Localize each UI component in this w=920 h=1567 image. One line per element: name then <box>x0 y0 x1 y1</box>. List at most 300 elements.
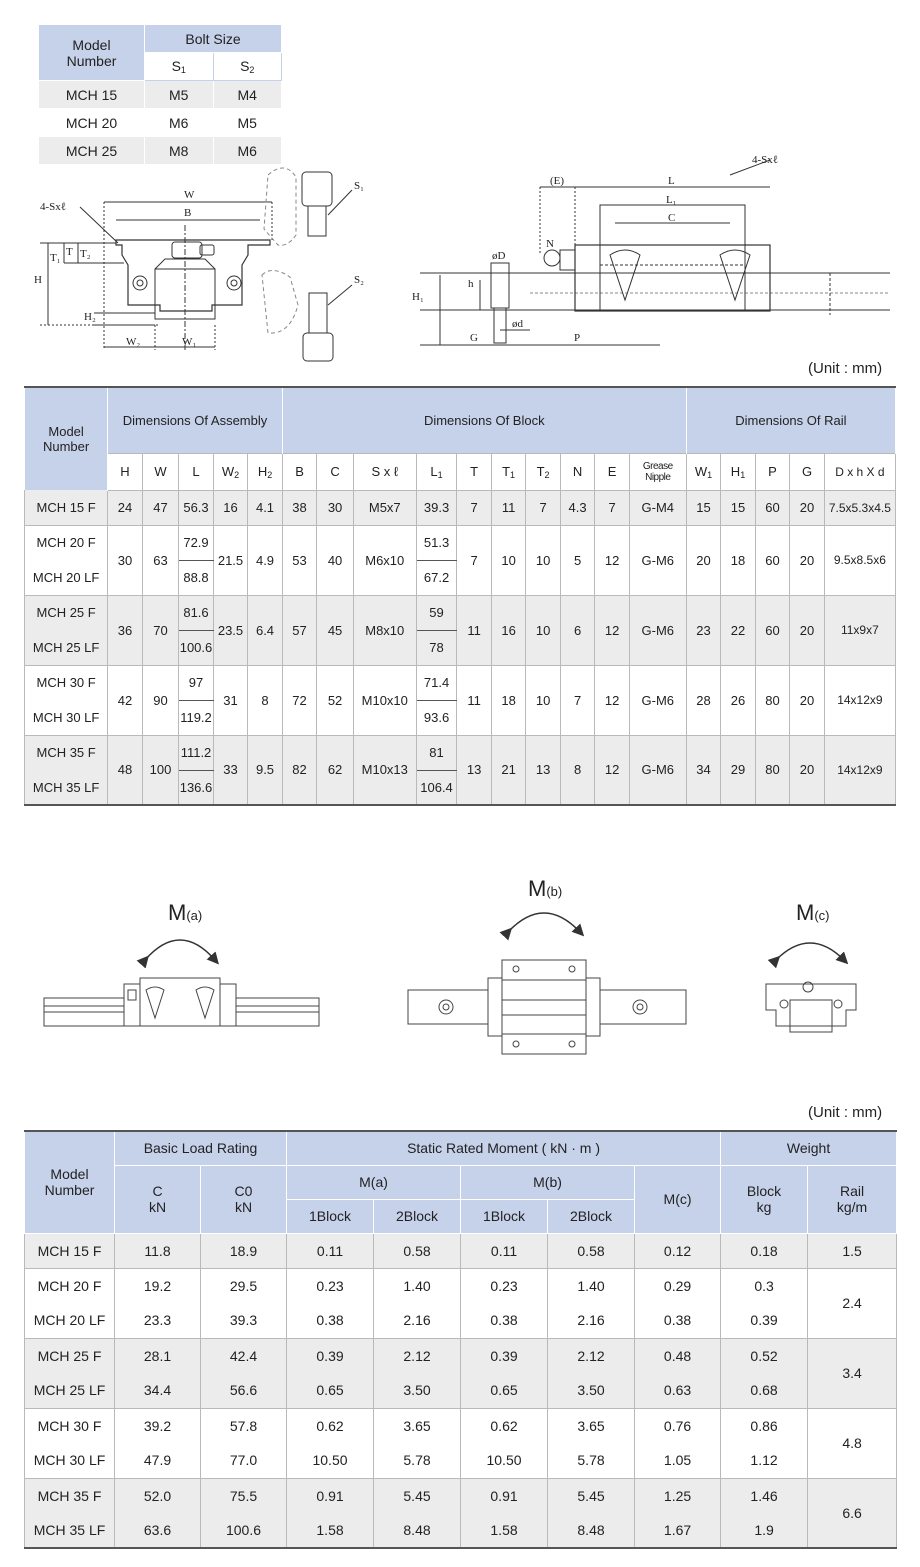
model: MCH 15 F <box>25 1233 115 1268</box>
cell: 9.5x8.5x6 <box>824 525 895 595</box>
cell: 3.50 <box>374 1373 461 1408</box>
dimensions-table <box>24 386 896 806</box>
label-B: B <box>184 207 192 219</box>
cell: 20 <box>686 525 721 595</box>
cell: 7 <box>457 525 492 595</box>
cell: 48 <box>108 735 143 805</box>
weight-header: Weight <box>721 1131 897 1165</box>
cell: 82 <box>282 735 317 805</box>
cell: 57 <box>282 595 317 665</box>
cell: 5.45 <box>548 1478 635 1513</box>
table-row <box>39 109 282 137</box>
cell: 30 <box>108 525 143 595</box>
load-model-header: Model Number <box>25 1131 115 1233</box>
cell: 40 <box>317 525 354 595</box>
cell: 60 <box>755 595 790 665</box>
table-row <box>25 490 896 525</box>
cell: G-M6 <box>629 595 686 665</box>
table-row <box>25 1408 897 1443</box>
cell: 106.4 <box>416 770 457 805</box>
col-H1: $H_1$ <box>721 453 756 490</box>
col-H2: $H_2$ <box>248 453 283 490</box>
model: MCH 20 LF <box>25 560 108 595</box>
cell: 1.40 <box>374 1268 461 1303</box>
cell: 0.48 <box>635 1338 721 1373</box>
load-rating-table <box>24 1130 897 1549</box>
cell: 56.6 <box>201 1373 287 1408</box>
model: MCH 25 LF <box>25 1373 115 1408</box>
cell: 56.3 <box>179 490 214 525</box>
bolt-s1: M6 <box>145 109 214 137</box>
cell: 52 <box>317 665 354 735</box>
cell: 20 <box>790 735 825 805</box>
unit-label: (Unit : mm) <box>808 360 883 377</box>
cell: 52.0 <box>115 1478 201 1513</box>
col-mb-2block: 2Block <box>548 1199 635 1233</box>
cell: 93.6 <box>416 700 457 735</box>
basic-load-header: Basic Load Rating <box>115 1131 287 1165</box>
label-E: (E) <box>550 175 565 187</box>
cell: 14x12x9 <box>824 665 895 735</box>
cell: 119.2 <box>179 700 214 735</box>
col-L: L <box>179 453 214 490</box>
cell: 8 <box>560 735 595 805</box>
model: MCH 35 F <box>25 735 108 770</box>
cell: 1.67 <box>635 1513 721 1548</box>
col-B: B <box>282 453 317 490</box>
model: MCH 20 LF <box>25 1303 115 1338</box>
col-SxL: S x ℓ <box>353 453 416 490</box>
cell: 60 <box>755 525 790 595</box>
cell: 0.58 <box>548 1233 635 1268</box>
col-c0: C0 kN <box>201 1165 287 1233</box>
col-C: C <box>317 453 354 490</box>
cell: 42.4 <box>201 1338 287 1373</box>
cell: 9.5 <box>248 735 283 805</box>
cell: 0.29 <box>635 1268 721 1303</box>
cell: 75.5 <box>201 1478 287 1513</box>
cell: 0.68 <box>721 1373 808 1408</box>
cell: 8 <box>248 665 283 735</box>
block-header: Dimensions Of Block <box>282 387 686 453</box>
cell: 10 <box>526 595 561 665</box>
cell: 1.5 <box>808 1233 897 1268</box>
table-row <box>25 1268 897 1303</box>
cell: 29.5 <box>201 1268 287 1303</box>
ma-arrow <box>145 940 215 960</box>
cell: 34.4 <box>115 1373 201 1408</box>
cell: 5 <box>560 525 595 595</box>
table-row <box>25 1233 897 1268</box>
cell: 0.91 <box>287 1478 374 1513</box>
cell: 22 <box>721 595 756 665</box>
technical-drawings <box>0 154 920 365</box>
table-row <box>39 81 282 109</box>
label-D: øD <box>492 250 506 262</box>
cell: 26 <box>721 665 756 735</box>
table-row <box>25 665 896 700</box>
cell: 70 <box>142 595 179 665</box>
cell: 29 <box>721 735 756 805</box>
cell: 11 <box>491 490 526 525</box>
cell: 90 <box>142 665 179 735</box>
col-block: Block kg <box>721 1165 808 1233</box>
cell: 21 <box>491 735 526 805</box>
cell: 10 <box>491 525 526 595</box>
col-G: G <box>790 453 825 490</box>
cell: 8.48 <box>374 1513 461 1548</box>
col-T: T <box>457 453 492 490</box>
model: MCH 25 F <box>25 1338 115 1373</box>
cell: 4.3 <box>560 490 595 525</box>
cell: 100.6 <box>201 1513 287 1548</box>
bolt-size-header: Bolt Size <box>145 25 282 53</box>
label-h: h <box>468 278 474 290</box>
cell: 7.5x5.3x4.5 <box>824 490 895 525</box>
cell: 4.8 <box>808 1408 897 1478</box>
cell: 2.12 <box>374 1338 461 1373</box>
cell: 0.18 <box>721 1233 808 1268</box>
cell: M10x10 <box>353 665 416 735</box>
model: MCH 25 F <box>25 595 108 630</box>
cell: 42 <box>108 665 143 735</box>
table-row <box>39 137 282 165</box>
cell: 0.38 <box>461 1303 548 1338</box>
cell: 72.9 <box>179 525 214 560</box>
bolt-s2: M5 <box>213 109 282 137</box>
cell: 51.3 <box>416 525 457 560</box>
label-H: H <box>34 274 42 286</box>
cell: 88.8 <box>179 560 214 595</box>
moment-diagrams <box>0 860 920 1070</box>
cell: 20 <box>790 525 825 595</box>
col-ma-1block: 1Block <box>287 1199 374 1233</box>
cell: 81.6 <box>179 595 214 630</box>
cell: G-M6 <box>629 735 686 805</box>
cell: 11x9x7 <box>824 595 895 665</box>
mc-label: M(c) <box>796 900 830 925</box>
cell: 11 <box>457 665 492 735</box>
label-L1: L₁ <box>666 194 677 206</box>
cell: 23.3 <box>115 1303 201 1338</box>
cell: 18 <box>721 525 756 595</box>
col-mb-1block: 1Block <box>461 1199 548 1233</box>
cell: 0.76 <box>635 1408 721 1443</box>
table-row <box>25 1513 897 1548</box>
assembly-header: Dimensions Of Assembly <box>108 387 283 453</box>
cell: 24 <box>108 490 143 525</box>
label-T: T <box>66 246 73 258</box>
unit-label-2: (Unit : mm) <box>808 1104 883 1121</box>
bolt-model: MCH 20 <box>39 109 145 137</box>
cell: 100 <box>142 735 179 805</box>
cell: 7 <box>595 490 630 525</box>
bolt-s1-header: $S_1$ <box>145 53 214 81</box>
dim-model-header: Model Number <box>25 387 108 490</box>
cell: 33 <box>213 735 248 805</box>
label-H2: H₂ <box>84 311 96 323</box>
cell: 71.4 <box>416 665 457 700</box>
cell: 136.6 <box>179 770 214 805</box>
model: MCH 15 F <box>25 490 108 525</box>
cell: 111.2 <box>179 735 214 770</box>
model: MCH 30 LF <box>25 700 108 735</box>
cell: 12 <box>595 735 630 805</box>
cell: 3.65 <box>548 1408 635 1443</box>
cell: 13 <box>457 735 492 805</box>
cell: 0.23 <box>461 1268 548 1303</box>
cell: 0.39 <box>287 1338 374 1373</box>
mc-arrow <box>776 943 844 960</box>
cell: 80 <box>755 735 790 805</box>
cell: M8x10 <box>353 595 416 665</box>
model: MCH 25 LF <box>25 630 108 665</box>
cell: 0.38 <box>287 1303 374 1338</box>
col-W1: $W_1$ <box>686 453 721 490</box>
label-W: W <box>184 189 195 201</box>
table-row <box>25 1303 897 1338</box>
cell: 18.9 <box>201 1233 287 1268</box>
cell: 12 <box>595 595 630 665</box>
cell: 39.2 <box>115 1408 201 1443</box>
cell: 4.1 <box>248 490 283 525</box>
cell: 5.45 <box>374 1478 461 1513</box>
model: MCH 30 F <box>25 1408 115 1443</box>
label-C: C <box>668 212 676 224</box>
cell: 67.2 <box>416 560 457 595</box>
col-rail: Rail kg/m <box>808 1165 897 1233</box>
bolt-s2: M4 <box>213 81 282 109</box>
ma-label: M(a) <box>168 900 203 925</box>
cell: M10x13 <box>353 735 416 805</box>
cell: 78 <box>416 630 457 665</box>
cell: 16 <box>213 490 248 525</box>
bolt-model: MCH 15 <box>39 81 145 109</box>
cell: 80 <box>755 665 790 735</box>
table-row <box>25 1338 897 1373</box>
cell: 3.65 <box>374 1408 461 1443</box>
cell: 20 <box>790 490 825 525</box>
cell: G-M6 <box>629 525 686 595</box>
cell: 23 <box>686 595 721 665</box>
cell: 0.86 <box>721 1408 808 1443</box>
table-row <box>25 525 896 560</box>
cell: 39.3 <box>416 490 457 525</box>
cell: 10 <box>526 665 561 735</box>
cell: 30 <box>317 490 354 525</box>
cell: 31 <box>213 665 248 735</box>
cell: 0.39 <box>721 1303 808 1338</box>
label-W2: W₂ <box>126 336 141 348</box>
cell: 1.12 <box>721 1443 808 1478</box>
model: MCH 20 F <box>25 1268 115 1303</box>
cell: M6x10 <box>353 525 416 595</box>
cell: 1.40 <box>548 1268 635 1303</box>
cell: 1.9 <box>721 1513 808 1548</box>
col-Dhd: D x h X d <box>824 453 895 490</box>
cell: 1.58 <box>287 1513 374 1548</box>
cell: 39.3 <box>201 1303 287 1338</box>
cell: 21.5 <box>213 525 248 595</box>
label-N: N <box>546 238 554 250</box>
label-H1: H₁ <box>412 291 424 303</box>
label-d: ød <box>512 318 523 330</box>
cell: 47 <box>142 490 179 525</box>
cell: G-M6 <box>629 665 686 735</box>
col-T1: $T_1$ <box>491 453 526 490</box>
cell: 77.0 <box>201 1443 287 1478</box>
cell: 0.52 <box>721 1338 808 1373</box>
bolt-s2: M6 <box>213 137 282 165</box>
cell: 8.48 <box>548 1513 635 1548</box>
cell: 7 <box>560 665 595 735</box>
col-mc: M(c) <box>635 1165 721 1233</box>
cell: 0.12 <box>635 1233 721 1268</box>
label-S2: S₂ <box>354 274 364 286</box>
cell: 2.12 <box>548 1338 635 1373</box>
label-T1: T₁ <box>50 252 61 264</box>
col-W: W <box>142 453 179 490</box>
label-L: L <box>668 175 675 187</box>
cell: 1.05 <box>635 1443 721 1478</box>
table-row <box>25 1443 897 1478</box>
cell: 6.6 <box>808 1478 897 1548</box>
cell: 0.65 <box>461 1373 548 1408</box>
col-ma: M(a) <box>287 1165 461 1199</box>
cell: 2.4 <box>808 1268 897 1338</box>
label-T2: T₂ <box>80 248 91 260</box>
cell: 20 <box>790 665 825 735</box>
label-bolt-right: 4-Sxℓ <box>752 154 779 166</box>
cell: 11 <box>457 595 492 665</box>
cell: 97 <box>179 665 214 700</box>
cell: 0.58 <box>374 1233 461 1268</box>
label-bolt: 4-Sxℓ <box>40 201 67 213</box>
col-W2: $W_2$ <box>213 453 248 490</box>
bolt-model: MCH 25 <box>39 137 145 165</box>
cell: 15 <box>721 490 756 525</box>
side-view-drawing <box>420 160 890 345</box>
ma-drawing <box>44 978 319 1026</box>
cell: 16 <box>491 595 526 665</box>
cell: 13 <box>526 735 561 805</box>
cell: 23.5 <box>213 595 248 665</box>
cell: 5.78 <box>548 1443 635 1478</box>
cell: 63 <box>142 525 179 595</box>
cell: 62 <box>317 735 354 805</box>
bolt-s1: M8 <box>145 137 214 165</box>
table-row <box>25 595 896 630</box>
bolt-s1: M5 <box>145 81 214 109</box>
label-P: P <box>574 332 581 344</box>
cell: 47.9 <box>115 1443 201 1478</box>
cell: 0.63 <box>635 1373 721 1408</box>
cell: 3.4 <box>808 1338 897 1408</box>
cell: 0.11 <box>461 1233 548 1268</box>
cell: 63.6 <box>115 1513 201 1548</box>
cell: 0.91 <box>461 1478 548 1513</box>
cell: 0.11 <box>287 1233 374 1268</box>
col-grease-nipple: Grease Nipple <box>629 453 686 490</box>
col-H: H <box>108 453 143 490</box>
bolt-size-table <box>38 24 282 165</box>
cell: 7 <box>526 490 561 525</box>
cell: 11.8 <box>115 1233 201 1268</box>
cell: 18 <box>491 665 526 735</box>
label-G: G <box>470 332 478 344</box>
cell: 2.16 <box>548 1303 635 1338</box>
cell: 6.4 <box>248 595 283 665</box>
mc-drawing <box>766 982 856 1032</box>
col-P: P <box>755 453 790 490</box>
cell: 100.6 <box>179 630 214 665</box>
cell: 12 <box>595 665 630 735</box>
cell: 19.2 <box>115 1268 201 1303</box>
model: MCH 20 F <box>25 525 108 560</box>
cell: 0.23 <box>287 1268 374 1303</box>
col-c: C kN <box>115 1165 201 1233</box>
col-N: N <box>560 453 595 490</box>
col-ma-2block: 2Block <box>374 1199 461 1233</box>
cell: 1.46 <box>721 1478 808 1513</box>
cell: 34 <box>686 735 721 805</box>
model: MCH 35 LF <box>25 770 108 805</box>
cell: 7 <box>457 490 492 525</box>
cell: 14x12x9 <box>824 735 895 805</box>
cell: 59 <box>416 595 457 630</box>
mb-label: M(b) <box>528 876 563 901</box>
cell: 6 <box>560 595 595 665</box>
cell: 72 <box>282 665 317 735</box>
mb-drawing <box>408 960 686 1054</box>
cell: 36 <box>108 595 143 665</box>
cell: 5.78 <box>374 1443 461 1478</box>
col-T2: $T_2$ <box>526 453 561 490</box>
cell: 57.8 <box>201 1408 287 1443</box>
cell: M5x7 <box>353 490 416 525</box>
static-moment-header: Static Rated Moment ( kN · m ) <box>287 1131 721 1165</box>
cell: 0.38 <box>635 1303 721 1338</box>
cell: 28 <box>686 665 721 735</box>
col-mb: M(b) <box>461 1165 635 1199</box>
col-L1: $L_1$ <box>416 453 457 490</box>
model: MCH 35 LF <box>25 1513 115 1548</box>
cell: 10 <box>526 525 561 595</box>
cell: 0.3 <box>721 1268 808 1303</box>
model: MCH 30 LF <box>25 1443 115 1478</box>
cell: 0.39 <box>461 1338 548 1373</box>
cell: 15 <box>686 490 721 525</box>
cell: 60 <box>755 490 790 525</box>
table-row <box>25 1373 897 1408</box>
cell: 12 <box>595 525 630 595</box>
col-E: E <box>595 453 630 490</box>
model: MCH 30 F <box>25 665 108 700</box>
cell: 1.25 <box>635 1478 721 1513</box>
cell: 10.50 <box>287 1443 374 1478</box>
cell: 1.58 <box>461 1513 548 1548</box>
cell: 38 <box>282 490 317 525</box>
table-row <box>25 735 896 770</box>
cell: 2.16 <box>374 1303 461 1338</box>
rail-header: Dimensions Of Rail <box>686 387 895 453</box>
model: MCH 35 F <box>25 1478 115 1513</box>
cell: 0.62 <box>287 1408 374 1443</box>
bolt-model-header: Model Number <box>39 25 145 81</box>
label-S1: S₁ <box>354 180 364 192</box>
front-view-drawing <box>40 168 352 361</box>
label-W1: W₁ <box>182 336 197 348</box>
